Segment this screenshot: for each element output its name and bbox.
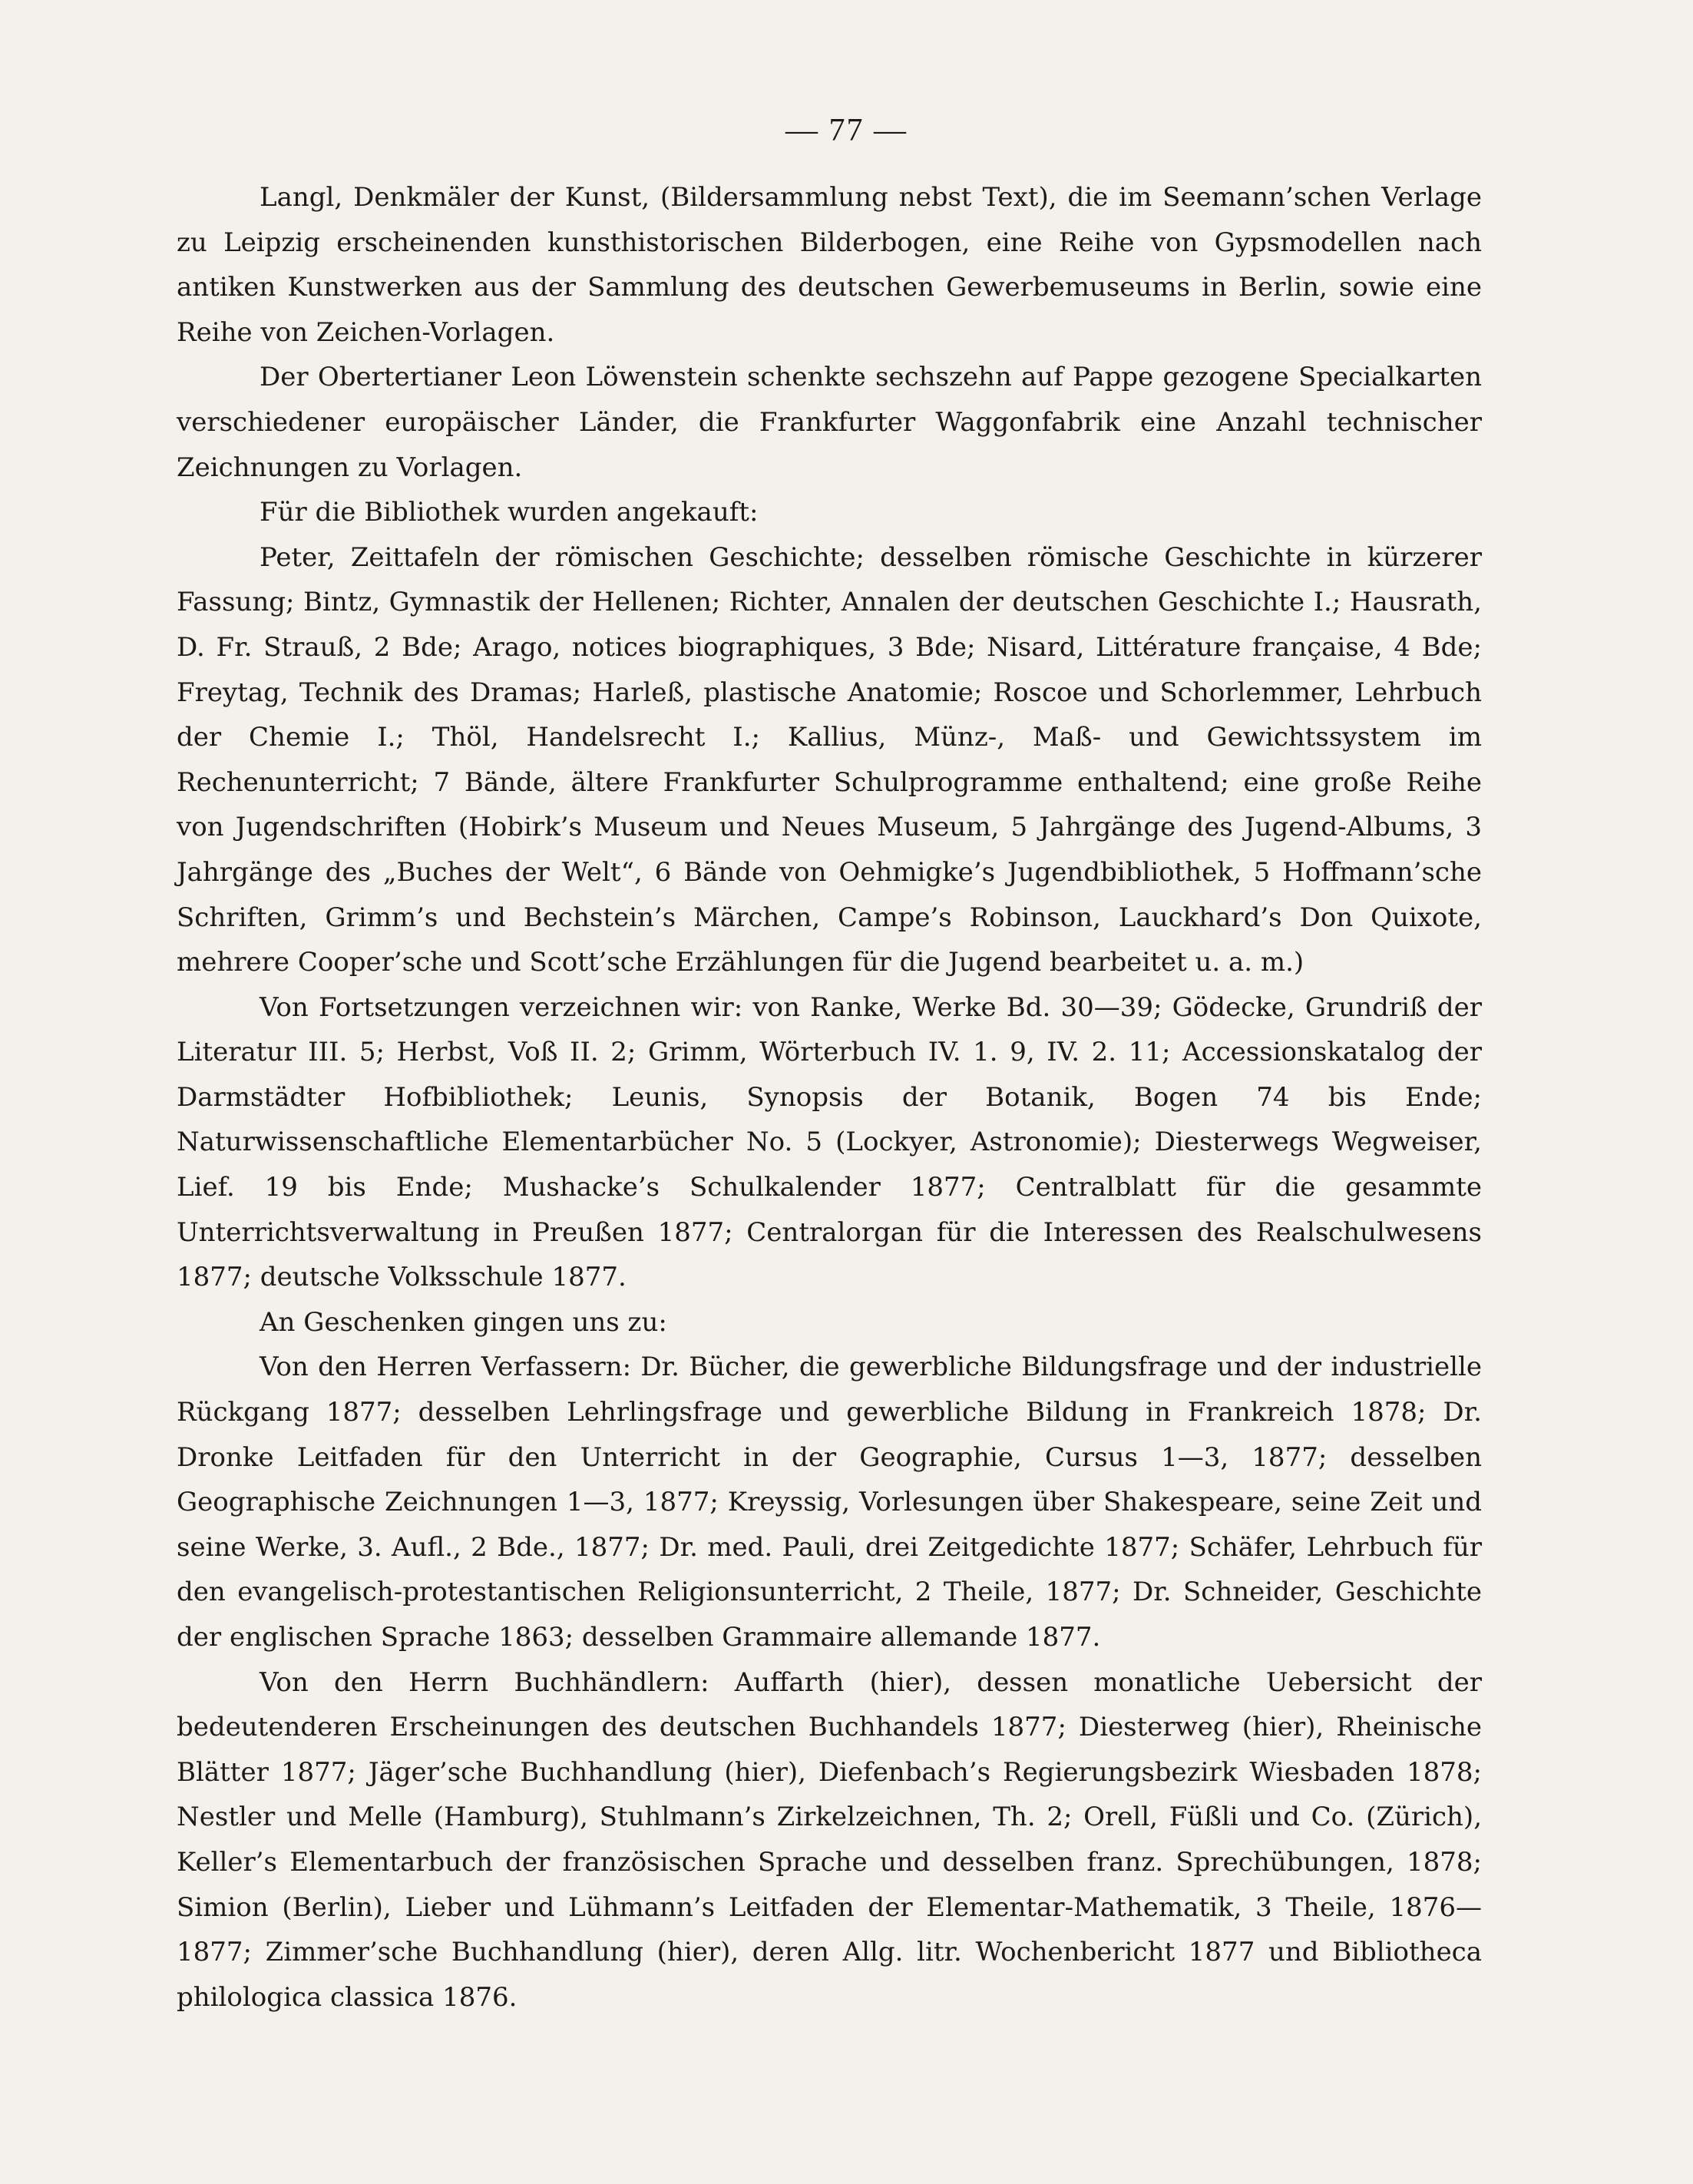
paragraph-gifts-heading: An Geschenken gingen uns zu: (260, 1306, 667, 1338)
paragraph-langl: Langl, Denkmäler der Kunst, (Bildersammlung nebst Text), die im Seemann’schen Verlage zu Leipzig erscheinenden kunsthistorischen Bilderbogen, eine Reihe von Gypsmodellen nach antiken Kunstwerken aus der Sammlung des deutschen Gewerbemuseums in Berlin, sowie eine Reihe von Zeichen-Vorlagen. (177, 182, 1482, 348)
paragraph-continuations: Von Fortsetzungen verzeichnen wir: von Ranke, Werke Bd. 30—39; Gödecke, Grundriß der Literatur III. 5; Herbst, Voß II. 2; Grimm, Wörterbuch IV. 1. 9, IV. 2. 11; Accessionskatalog der Darmstädter Hofbibliothek; Leunis, Synopsis der Botanik, Bogen 74 bis Ende; Naturwissenschaftliche Elementarbücher No. 5 (Lockyer, Astronomie); Diesterwegs Wegweiser, Lief. 19 bis Ende; Mushacke’s Schulkalender 1877; Centralblatt für die gesammte Unterrichtsverwaltung in Preußen 1877; Centralorgan für die Interessen des Realschulwesens 1877; deutsche Volksschule 1877. (177, 991, 1482, 1293)
paragraph-purchases: Peter, Zeittafeln der römischen Geschichte; desselben römische Geschichte in kürzerer Fassung; Bintz, Gymnastik der Hellenen; Richter, Annalen der deutschen Geschichte I.; Hausrath, D. Fr. Strauß, 2 Bde; Arago, notices biographiques, 3 Bde; Nisard, Littérature française, 4 Bde; Freytag, Technik des Dramas; Harleß, plastische Anatomie; Roscoe und Schorlemmer, Lehrbuch der Chemie I.; Thöl, Handelsrecht I.; Kallius, Münz-, Maß- und Gewichtssystem im Rechenunterricht; 7 Bände, ältere Frankfurter Schulprogramme enthaltend; eine große Reihe von Jugendschriften (Hobirk’s Museum und Neues Museum, 5 Jahrgänge des Jugend-Albums, 3 Jahrgänge des „Buches der Welt“, 6 Bände von Oehmigke’s Jugendbibliothek, 5 Hoffmann’sche Schriften, Grimm’s und Bechstein’s Märchen, Campe’s Robinson, Lauckhard’s Don Quixote, mehrere Cooper’sche und Scott’sche Erzählungen für die Jugend bearbeitet u. a. m.) (177, 541, 1482, 978)
paragraph-loewenstein: Der Obertertianer Leon Löwenstein schenkte sechszehn auf Pappe gezogene Specialkarten verschiedener europäischer Länder, die Frankfurter Waggonfabrik eine Anzahl technischer Zeichnungen zu Vorlagen. (177, 362, 1482, 483)
body-text (177, 175, 1482, 2020)
paragraph-authors-gifts: Von den Herren Verfassern: Dr. Bücher, die gewerbliche Bildungsfrage und der industrielle Rückgang 1877; desselben Lehrlingsfrage und gewerbliche Bildung in Frankreich 1878; Dr. Dronke Leitfaden für den Unterricht in der Geographie, Cursus 1—3, 1877; desselben Geographische Zeichnungen 1—3, 1877; Kreyssig, Vorlesungen über Shakespeare, seine Zeit und seine Werke, 3. Aufl., 2 Bde., 1877; Dr. med. Pauli, drei Zeitgedichte 1877; Schäfer, Lehrbuch für den evangelisch-protestantischen Religionsunterricht, 2 Theile, 1877; Dr. Schneider, Geschichte der englischen Sprache 1863; desselben Grammaire allemande 1877. (177, 1352, 1482, 1653)
paragraph-bibliothek-heading: Für die Bibliothek wurden angekauft: (260, 497, 759, 528)
page-number: — 77 — (785, 113, 908, 148)
paragraph-booksellers-gifts: Von den Herrn Buchhändlern: Auffarth (hier), dessen monatliche Uebersicht der bedeutenderen Erscheinungen des deutschen Buchhandels 1877; Diesterweg (hier), Rheinische Blätter 1877; Jäger’sche Buchhandlung (hier), Diefenbach’s Regierungsbezirk Wiesbaden 1878; Nestler und Melle (Hamburg), Stuhlmann’s Zirkelzeichnen, Th. 2; Orell, Füßli und Co. (Zürich), Keller’s Elementarbuch der französischen Sprache und desselben franz. Sprechübungen, 1878; Simion (Berlin), Lieber und Lühmann’s Leitfaden der Elementar-Mathematik, 3 Theile, 1876—1877; Zimmer’sche Buchhandlung (hier), deren Allg. litr. Wochenbericht 1877 und Bibliotheca philologica classica 1876. (177, 1666, 1482, 2013)
